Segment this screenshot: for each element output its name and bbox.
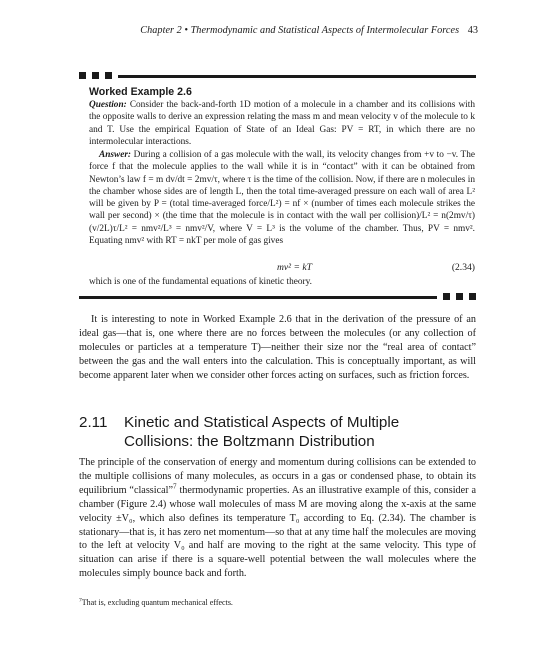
box-marker-square [79,72,86,79]
equation-number: (2.34) [451,262,475,273]
footnote-reference[interactable]: 7 [172,482,177,491]
footnote [79,598,233,607]
box-marker-square [469,293,476,300]
paragraph-text: thermodynamic properties. As an illustrative example of this, consider a chamber (Figure 2.4) whose wall molecules of mass M are moving along the x-axis at the same velocity ±V₀, which also defines its temperature T₀ according to Eq. (2.34). The chamber is stationary—that is, it has zero net momentum—so that at any time half the molecules are moving to the left at velocity V₀ and half are moving to the right at the same velocity. This type of situation can arise if there is a square-well potential between the wall molecules where the molecules simply bounce back and forth. [79,484,476,580]
footnote-mark: 7 [79,597,82,604]
body-paragraph: It is interesting to note in Worked Example 2.6 that in the derivation of the pressure of an ideal gas—that is, one where there are no forces between the molecules (or any collection of molecules or particles at a temperature T)—neither their size nor the “real area of contact” between the gas and the wall enters into the calculation. This is conceptually important, as will become apparent later when we consider other forces acting on surfaces, such as friction forces. [79,314,476,381]
box-marker-square [105,72,112,79]
section-title-line-1: Kinetic and Statistical Aspects of Multiple [124,414,400,431]
section-heading [79,413,399,451]
box-marker-square [92,72,99,79]
section-title-line-2: Collisions: the Boltzmann Distribution [124,433,375,450]
worked-example-title: Worked Example 2.6 [89,86,192,98]
worked-example-top-rule [118,75,476,78]
running-head [0,25,478,36]
box-marker-square [456,293,463,300]
question-label: Question: [89,100,127,110]
box-marker-square [443,293,450,300]
page-number: 43 [467,25,478,36]
running-head-chapter: Chapter 2 • Thermodynamic and Statistical Aspects of Intermolecular Forces [140,25,460,36]
paragraph-text: The principle of the conservation of energy and momentum during collisions can be extended to the multiple collisions of many molecules, as occurs in a gas or condensed phase, to obtain its equilibrium “classical” [79,457,476,496]
equation-row [89,262,475,275]
section-number: 2.11 [79,414,108,431]
worked-example-bottom-rule [79,296,437,299]
answer-label: Answer: [99,150,132,160]
footnote-text: That is, excluding quantum mechanical effects. [81,598,233,607]
equation: mv² = kT [277,262,312,273]
answer-text: During a collision of a gas molecule with the wall, its velocity changes from +v to −v. The force f that the molecule applies to the wall while it is in “contact” with it can be obtained from Newton’s law f = m dv/dt = 2mv/τ, where τ is the time of the collision. Now, if there are n molecules in the chamber whose sides are of length L, then the total time-averaged pressure on each wall of area L² will be given by P = (total time-averaged force/L²) = nf × (number of times each molecule strikes the wall per second) × (the time that the molecule is in contact with the wall per collision)/L² = n(2mv/τ)(v/2L)τ/L² = nmv²/L³ = nmv²/V, where V = L³ is the volume of the chamber. Thus, PV = nmv². Equating nmv² with RT = nkT per mole of gas gives [89,150,475,247]
question-text: Consider the back-and-forth 1D motion of a molecule in a chamber and its collisions with the opposite walls to derive an expression relating the mass m and mean velocity v of the molecule to k and T. Use the empirical Equation of State of an Ideal Gas: PV = RT, in which there are no intermolecular interactions. [89,100,475,147]
worked-example-question [89,99,475,148]
worked-example-closing: which is one of the fundamental equations of kinetic theory. [89,277,312,287]
body-paragraph [79,456,476,581]
worked-example-answer [89,149,475,247]
